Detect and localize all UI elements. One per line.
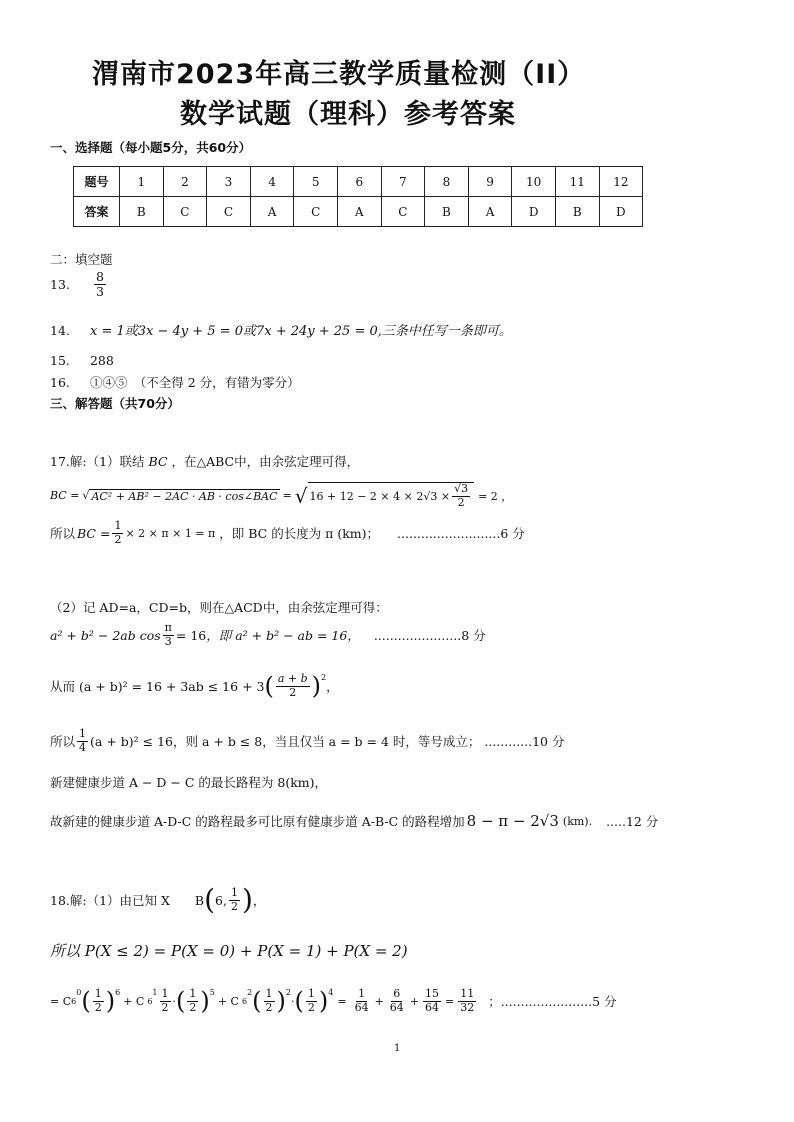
p18-b-num: 1 [230,885,238,899]
p17-formula-frac-den: 2 [457,495,465,509]
p17-part2-from-num: a + b [277,672,308,685]
section-heading-solution: 三、解答题（共70分） [50,396,180,411]
p18-f1 [353,988,371,1014]
p18-f2-num: 6 [393,987,401,1000]
table-cell: 7 [381,167,425,197]
q15-text: 288 [89,353,114,368]
q13-numerator: 8 [96,269,104,284]
table-cell: B [425,197,469,227]
p17-len-score: ..........................6 分 [397,526,525,542]
p17-part2-from-frac [276,673,310,699]
table-row [74,167,643,197]
q13-label: 13. [50,277,70,293]
p17-part2-from-den: 2 [289,685,297,699]
table-cell: C [163,197,207,227]
table-cell: B [555,197,599,227]
p17-length [50,520,525,546]
p17-part2-eq [50,622,486,648]
q14-label: 14. [50,323,70,338]
p18-f1-num: 1 [358,987,366,1000]
table-cell: C [294,197,338,227]
p17-formula: BC = √ AC² + AB² − 2AC · AB · cos∠BAC = √ 16 + 12 − 2 × 4 × 2√3 × $\frac{√3}{2}$ = 2 ， [50,482,513,509]
p17-formula-frac [452,483,470,509]
p17-part2-so [50,728,564,754]
row-label-answer: 答案 [74,197,120,227]
p17-formula-sqrt2 [308,482,475,509]
p18-b-end: ， [252,893,266,908]
p18-score: ；.......................5 分 [488,994,617,1010]
p17-part2-from-end: ， [326,679,339,695]
p18-f4-den: 32 [460,1000,475,1014]
p17-part2-eq-3: 3 [164,634,172,648]
p18-b-den: 2 [230,899,238,913]
q15-answer [50,353,114,368]
p17-part2-from: 从而 (a + b)² = 16 + 3ab ≤ 16 + 3 ( $\frac{a + b}{2}$ ) $^2$ ， [50,672,339,701]
q15-label: 15. [50,353,70,368]
table-cell: 6 [337,167,381,197]
p17-part2-final-text: 故新建的健康步道 A-D-C 的路程最多可比原有健康步道 A-B-C 的路程增加 [50,814,465,829]
p18-f3 [423,988,441,1014]
table-cell: 5 [294,167,338,197]
p17-intro [50,452,359,470]
p17-part2-eq-b: = 16 [175,627,207,643]
p18-f3-den: 64 [425,1000,440,1014]
p17-part2-from-text: 从而 (a + b)² = 16 + 3ab ≤ 16 + 3 [50,679,265,695]
p17-part2-so-frac [77,728,88,754]
table-cell: D [599,197,643,227]
table-row [74,197,643,227]
page-title: 渭南市2023年高三教学质量检测（II） [92,59,586,90]
p17-part2-score1: ......................8 分 [373,628,486,644]
q16-answer [50,373,300,391]
p17-part2-new: 新建健康步道 A − D − C 的最长路程为 8(km)， [50,775,328,790]
p17-part2-so-num: 1 [79,727,87,740]
p18-b-frac [229,887,240,913]
p17-part2-eq-a: a² + b² − 2ab cos [50,627,161,643]
p17-part2-final-unit: (km). [562,814,593,828]
table-cell: A [468,197,512,227]
table-cell: 10 [512,167,556,197]
p17-part2-score2: ............10 分 [484,734,565,750]
p17-len-expr: BC = [77,525,111,541]
p17-formula-result: = 2 ， [478,489,513,503]
p17-part2-eq-c: ，即 a² + b² − ab = 16， [206,628,360,644]
table-cell: 1 [120,167,164,197]
p17-intro-text: 17.解:（1）联结 [50,454,145,469]
p17-part2-final-expr: 8 − π − 2√3 [466,812,559,830]
p17-formula-lhs: BC = [50,489,80,503]
p17-len-text: ，即 BC 的长度为 π (km)； [219,526,380,542]
table-cell: D [512,197,556,227]
table-cell: 4 [250,167,294,197]
table-cell: 11 [555,167,599,197]
p18-f4 [458,988,476,1014]
q13-denominator: 3 [96,284,104,300]
p17-part2-final [50,812,658,830]
p18-f4-num: 11 [460,987,475,1000]
p17-part2-eq-frac [163,622,174,648]
q16-text: ①④⑤ （不全得 2 分，有错为零分） [89,375,300,390]
p17-intro-bc: BC [148,454,168,469]
p17-intro-rest: ，在△ABC中，由余弦定理可得， [171,454,360,469]
q14-answer [50,320,512,339]
p17-formula-inner2: 16 + 12 − 2 × 4 × 2√3 × [309,489,451,503]
table-cell: C [381,197,425,227]
table-cell: 8 [425,167,469,197]
table-cell: A [250,197,294,227]
table-cell: 2 [163,167,207,197]
p18-f1-den: 64 [354,1000,369,1014]
q14-text: x = 1或3x − 4y + 5 = 0或7x + 24y + 25 = 0,三条中任写一条即可。 [89,324,512,339]
p17-part2-so-den: 4 [79,740,87,754]
p18-b-first: 6, [215,892,227,908]
p17-part2-eq-pi: π [164,621,172,634]
section-heading-choice: 一、选择题（每小题5分，共60分） [50,140,252,155]
q13-fraction [94,270,106,300]
table-cell: A [337,197,381,227]
p18-calc-a: = C [50,994,72,1008]
table-cell: B [120,197,164,227]
p18-f2-den: 64 [389,1000,404,1014]
p17-formula-frac-num: √3 [454,482,469,495]
p18-f2 [388,988,406,1014]
page-number: 1 [394,1043,401,1054]
answer-table [73,166,643,227]
p17-len-num: 1 [114,519,122,532]
p17-part2-score3: .....12 分 [606,814,659,829]
p18-intro-text: 18.解:（1）由已知 X B [50,893,205,908]
q13-answer [50,270,108,300]
p18-calc: = C 6 $^0$ ( $\frac{1}{2}$ ) $^6$ + C 6 $^1$ $\frac{1}{2}$ · ( $\frac{1}{2}$ ) $^5$ + C 6 $^2$ ( $\frac{1}{2}$ ) $^2$ · ( $\frac{1}{2}$ ) $^4$ = $\frac{1}{64}$ + $\frac{6}{64}$ + $\frac{15}{64}$ = $\frac{11}{32}$ ；.......................5 分 [50,987,617,1016]
q16-label: 16. [50,375,70,390]
table-cell: C [207,197,251,227]
p18-p-line: 所以 P(X ≤ 2) = P(X = 0) + P(X = 1) + P(X = 2) [50,942,408,960]
page-subtitle: 数学试题（理科）参考答案 [180,99,516,130]
p18-intro: 18.解:（1）由已知 X B ( 6, $\frac{1}{2}$ ) ， [50,883,266,916]
p17-len-prefix: 所以 [50,526,76,542]
p17-part2-so-text: 所以 [50,734,76,750]
p17-len-rest: × 2 × π × 1 = π [125,526,216,540]
p17-formula-sqrt1: AC² + AB² − 2AC · AB · cos∠BAC [91,489,278,503]
p17-len-frac [112,520,123,546]
table-cell: 3 [207,167,251,197]
table-cell: 12 [599,167,643,197]
p18-f3-num: 15 [425,987,440,1000]
p17-len-den: 2 [114,532,122,546]
section-heading-fill: 二：填空题 [50,252,113,267]
table-cell: 9 [468,167,512,197]
row-label-number: 题号 [74,167,120,197]
p17-part2-intro: （2）记 AD=a，CD=b，则在△ACD中，由余弦定理可得： [50,600,388,615]
p17-part2-so-rest: (a + b)² ≤ 16，则 a + b ≤ 8，当且仅当 a = b = 4 时，等号成立； [90,734,481,750]
